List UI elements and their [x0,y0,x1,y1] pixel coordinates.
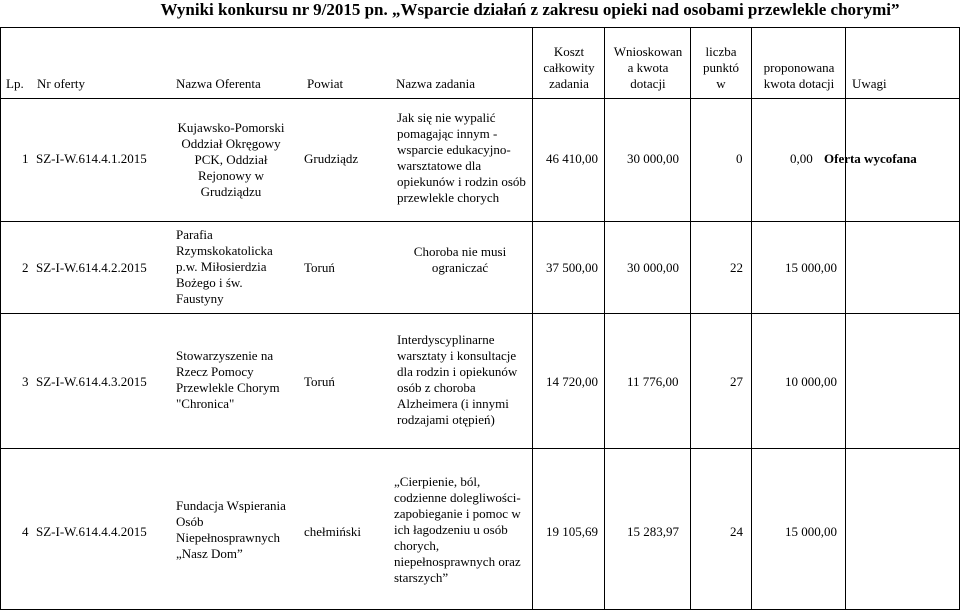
table-col-divider [845,27,846,610]
row-nr-oferty: SZ-I-W.614.4.1.2015 [36,151,147,166]
row-punkty: 27 [730,374,743,389]
row-powiat: Toruń [304,374,335,389]
row-wnioskowana: 11 776,00 [627,374,679,389]
table-col-divider [532,27,533,610]
row-zadanie: Interdyscyplinarne warsztaty i konsultacje dla rodzin i opiekunów osób z choroba Alzheimera (i innymi rodzajami otępień) [397,332,518,427]
row-uwagi: Oferta wycofana [824,151,917,166]
header-nazwa-oferenta: Nazwa Oferenta [176,76,261,91]
row-lp: 2 [22,260,29,275]
page-title: Wyniki konkursu nr 9/2015 pn. „Wsparcie działań z zakresu opieki nad osobami przewlekle chorymi” [160,0,900,19]
row-proponowana: 0,00 [790,151,813,166]
row-proponowana: 15 000,00 [785,524,837,539]
row-nr-oferty: SZ-I-W.614.4.4.2015 [36,524,147,539]
row-koszt: 19 105,69 [546,524,598,539]
row-zadanie: „Cierpienie, ból, codzienne dolegliwości- zapobieganie i pomoc w ich łagodzeniu u osób chorych, niepełnosprawnych oraz starszych” [394,474,521,585]
row-oferent: Kujawsko-Pomorski Oddział Okręgowy PCK, Oddział Rejonowy w Grudziądzu [177,120,285,199]
row-koszt: 14 720,00 [546,374,598,389]
header-proponowana: proponowana kwota dotacji [763,60,835,91]
table-col-divider [604,27,605,610]
header-nazwa-zadania: Nazwa zadania [396,76,476,91]
row-powiat: Toruń [304,260,335,275]
table-col-divider [690,27,691,610]
row-lp: 3 [22,374,29,389]
row-nr-oferty: SZ-I-W.614.4.2.2015 [36,260,147,275]
row-powiat: Grudziądz [304,151,359,166]
header-powiat: Powiat [307,76,344,91]
table-col-divider [751,27,752,610]
header-uwagi: Uwagi [852,76,887,91]
table-rule-bottom [0,609,960,610]
row-powiat: chełmiński [304,524,362,539]
row-punkty: 0 [736,151,743,166]
table-rule-top [0,27,960,28]
header-nr-oferty: Nr oferty [37,76,86,91]
row-proponowana: 10 000,00 [785,374,837,389]
table-rule-row2 [0,313,960,314]
row-wnioskowana: 30 000,00 [627,151,679,166]
row-oferent: Stowarzyszenie na Rzecz Pomocy Przewlekle Chorym "Chronica" [176,348,280,411]
header-koszt: Koszt całkowity zadania [543,44,595,91]
table-rule-header [0,98,960,99]
row-punkty: 22 [730,260,743,275]
row-lp: 4 [22,524,29,539]
row-zadanie: Choroba nie musi ograniczać [413,244,507,275]
table-rule-row3 [0,448,960,449]
row-proponowana: 15 000,00 [785,260,837,275]
row-nr-oferty: SZ-I-W.614.4.3.2015 [36,374,147,389]
row-punkty: 24 [730,524,743,539]
row-wnioskowana: 15 283,97 [627,524,679,539]
row-koszt: 37 500,00 [546,260,598,275]
row-koszt: 46 410,00 [546,151,598,166]
table-col-divider [0,27,1,610]
row-oferent: Fundacja Wspierania Osób Niepełnosprawnych „Nasz Dom” [176,498,286,561]
table-rule-row1 [0,221,960,222]
row-oferent: Parafia Rzymskokatolicka p.w. Miłosierdzia Bożego i św. Faustyny [176,227,273,306]
row-lp: 1 [22,151,29,166]
row-zadanie: Jak się nie wypalić pomagając innym - wsparcie edukacyjno- warsztatowe dla opiekunów i rodzin osób przewlekle chorych [397,110,526,205]
header-lp: Lp. [6,76,24,91]
row-wnioskowana: 30 000,00 [627,260,679,275]
header-wnioskowana: Wnioskowan a kwota dotacji [613,44,683,91]
header-punkty: liczba punktó w [702,44,740,91]
